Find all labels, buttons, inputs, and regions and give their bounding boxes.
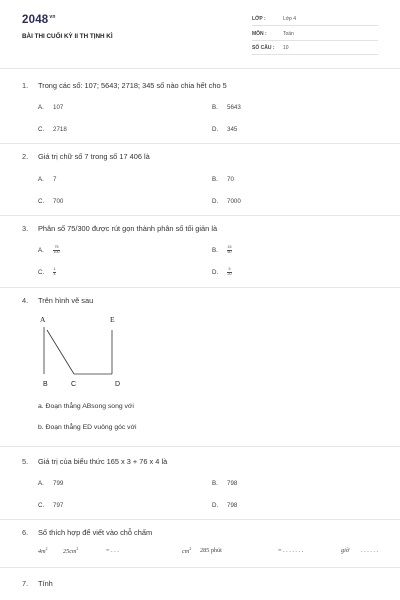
q6-fill-2a: $cm^2$: [182, 547, 192, 556]
point-b-label: B: [43, 381, 48, 388]
q6-fill-1a: $4m^2$: [38, 547, 48, 556]
q3-option-d[interactable]: D. $\frac{5}{20}$: [212, 267, 232, 276]
point-c-label: C: [71, 381, 77, 388]
q6-fill-3-blank[interactable]: . . . . . .: [361, 547, 379, 554]
q5-option-d[interactable]: D. 798: [212, 502, 238, 509]
q3-option-c[interactable]: C. $\frac{1}{4}$: [38, 267, 56, 276]
class-value: Lớp 4: [283, 16, 297, 22]
q5-option-b[interactable]: B. 798: [212, 480, 238, 487]
divider: [0, 519, 400, 520]
q6-fill-unit: giờ: [341, 547, 350, 554]
segment-diagonal: [47, 330, 74, 374]
q1-option-d[interactable]: D. 345: [212, 126, 238, 133]
fraction: $\frac{1}{4}$: [53, 267, 56, 276]
question-3-text: 3. Phân số 75/300 được rút gọn thành phân số tối giản là: [22, 224, 218, 233]
question-1-text: 1. Trong các số: 107; 5643; 2718; 345 số nào chia hết cho 5: [22, 81, 227, 90]
fraction: $\frac{15}{60}$: [227, 245, 232, 254]
question-4-text: 4. Trên hình vẽ sau: [22, 296, 94, 305]
q5-option-a[interactable]: A. 799: [38, 480, 64, 487]
q3-option-a[interactable]: A. $\frac{75}{100}$: [38, 245, 60, 254]
fraction: $\frac{75}{100}$: [53, 245, 60, 254]
question-2-text: 2. Giá trị chữ số 7 trong số 17 406 là: [22, 152, 150, 161]
fraction: $\frac{5}{20}$: [227, 267, 232, 276]
q4-part-a: a. Đoạn thẳng ABsong song với: [38, 403, 134, 410]
q6-fill-2-blank[interactable]: = . . . . . . .: [278, 547, 304, 554]
subject-value: Toán: [283, 31, 294, 37]
question-count-value: 10: [283, 45, 289, 51]
class-label: LỚP :: [252, 16, 266, 22]
q6-fill-1-blank[interactable]: = . . .: [106, 547, 119, 554]
q1-option-c[interactable]: C. 2718: [38, 126, 67, 133]
site-logo[interactable]: $2048^{vn}$: [22, 14, 56, 26]
point-e-label: E: [110, 315, 115, 324]
q6-fill-1b: $25cm^2$: [63, 547, 79, 556]
q4-part-b: b. Đoạn thẳng ED vuông góc với: [38, 424, 137, 431]
q2-option-d[interactable]: D. 7000: [212, 198, 241, 205]
point-d-label: D: [115, 381, 121, 388]
divider: [0, 446, 400, 447]
exam-title: BÀI THI CUỐI KỲ II TH TỊNH KÌ: [22, 33, 113, 40]
point-a-label: A: [40, 315, 46, 324]
q2-option-c[interactable]: C. 700: [38, 198, 64, 205]
q3-option-b[interactable]: B. $\frac{15}{60}$: [212, 245, 232, 254]
question-7-text: 7. Tính: [22, 579, 53, 588]
q1-option-a[interactable]: A. 107: [38, 104, 64, 111]
subject-label: MÔN :: [252, 31, 267, 37]
question-count-label: SỐ CÂU :: [252, 45, 275, 51]
question-6-text: 6. Số thích hợp để viết vào chỗ chấm: [22, 528, 153, 537]
divider: [0, 567, 400, 568]
q6-fill-2b: 285 phút: [200, 547, 222, 554]
question-5-text: 5. Giá trị của biểu thức 165 x 3 + 76 x 4 là: [22, 457, 168, 466]
q2-option-a[interactable]: A. 7: [38, 176, 57, 183]
q1-option-b[interactable]: B. 5643: [212, 104, 241, 111]
q5-option-c[interactable]: C. 797: [38, 502, 64, 509]
q2-option-b[interactable]: B. 70: [212, 176, 234, 183]
